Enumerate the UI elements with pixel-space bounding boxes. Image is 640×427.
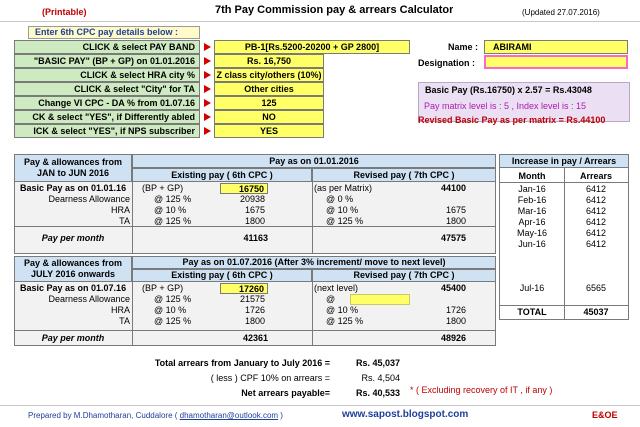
table1-rows	[14, 183, 496, 239]
table-row-label: Basic Pay as on 01.07.16	[20, 283, 127, 293]
arrears-total-value: 45037	[583, 307, 609, 317]
total-arrears-label: Total arrears from January to July 2016 =	[154, 358, 330, 368]
table-row-note: @ 125 %	[326, 216, 364, 226]
table-row-value: 45400	[440, 283, 466, 293]
cpf-value: Rs. 4,504	[361, 373, 400, 383]
basic-multiplied-text: Basic Pay (Rs.16750) x 2.57 = Rs.43048	[425, 85, 592, 95]
table-row-value: 1675	[244, 205, 265, 215]
table-row-value: 17260	[220, 283, 268, 294]
table-row-note: @ 125 %	[154, 194, 192, 204]
table2-total-revised: 48926	[440, 333, 466, 343]
table-row-label: Basic Pay as on 01.01.16	[20, 183, 127, 193]
table-row-note: (BP + GP)	[142, 283, 184, 293]
table2-left-header-text: Pay & allowances from JULY 2016 onwards	[23, 258, 123, 279]
table1-col-existing-text: Existing pay ( 6th CPC )	[171, 170, 273, 180]
table1-total-existing: 41163	[243, 233, 268, 243]
arrears-row-amount: 6412	[585, 206, 607, 216]
table-row-note: @ 10 %	[326, 205, 359, 215]
arrears-total-label: TOTAL	[517, 307, 547, 317]
table1-total-revised: 47575	[440, 233, 466, 243]
arrears-row-month: Mar-16	[517, 206, 547, 216]
arrears-title-cell	[499, 154, 629, 168]
revised-da-input[interactable]	[350, 294, 410, 305]
page-title: 7th Pay Commission pay & arrears Calculator	[215, 5, 454, 16]
table1-col-existing	[132, 168, 312, 182]
table-row-value: 1800	[244, 216, 265, 226]
arrears-row-month: Feb-16	[517, 195, 547, 205]
table-row-label: TA	[119, 316, 130, 326]
table-row-value: 44100	[440, 183, 466, 193]
table1-col-revised-text: Revised pay ( 7th CPC )	[353, 170, 455, 180]
table2-total-divider	[14, 330, 496, 331]
table-row-note: @ 0 %	[326, 194, 354, 204]
arrears-row-amount: 6412	[585, 239, 607, 249]
table2-col-revised	[312, 269, 496, 282]
table1-col-divider	[312, 168, 313, 254]
footer-divider	[0, 405, 640, 406]
pay-band-label-cell	[14, 40, 200, 54]
arrears-row-month: Jul-16	[519, 283, 545, 293]
table2-rows	[14, 283, 496, 331]
table-row-label: Dearness Allowance	[48, 294, 130, 304]
da-value: 125	[261, 98, 277, 108]
ta-city-label: CLICK & select "City" for TA	[74, 84, 195, 94]
table1-span-header	[132, 154, 496, 168]
footer-email-link[interactable]: dhamotharan@outlook.com	[179, 411, 279, 420]
pay-band-label: CLICK & select PAY BAND	[82, 42, 195, 52]
arrears-row-month: Apr-16	[518, 217, 546, 227]
footer-credit	[28, 411, 283, 420]
table2-total-existing: 42361	[242, 333, 268, 343]
table2-col-divider	[132, 269, 133, 346]
footer-eoe: E&OE	[592, 410, 618, 420]
table-row-value: 1726	[445, 305, 466, 315]
table-row-note: (BP + GP)	[142, 183, 184, 193]
table1-col-divider	[132, 168, 133, 254]
da-arrow-icon	[204, 99, 211, 107]
matrix-level-text: Pay matrix level is : 5 , Index level is : 15	[424, 101, 587, 111]
disabled-arrow-icon	[204, 113, 211, 121]
arrears-row-amount: 6412	[585, 195, 607, 205]
hra-city-arrow-icon	[204, 71, 211, 79]
it-recovery-note: * ( Excluding recovery of IT , if any )	[410, 385, 553, 395]
ta-city-label-cell	[14, 82, 200, 96]
hra-city-label: CLICK & select HRA city %	[80, 70, 195, 80]
header-divider	[0, 21, 640, 22]
hra-city-select[interactable]	[214, 68, 324, 82]
designation-label: Designation :	[418, 58, 476, 68]
basic-pay-input[interactable]	[214, 54, 324, 68]
table-row-label: Dearness Allowance	[48, 194, 130, 204]
table-row-note: (next level)	[314, 283, 359, 293]
table1-total-divider	[14, 226, 496, 227]
table2-total-label: Pay per month	[41, 333, 105, 343]
pay-band-select[interactable]	[214, 40, 410, 54]
cpf-label: ( less ) CPF 10% on arrears =	[210, 373, 330, 383]
basic-pay-arrow-icon	[204, 57, 211, 65]
arrears-total-divider	[499, 305, 629, 306]
printable-label[interactable]: (Printable)	[42, 7, 87, 17]
basic-pay-label-cell	[14, 54, 200, 68]
table2-col-divider	[312, 269, 313, 346]
da-input[interactable]	[214, 96, 324, 110]
basic-pay-value: Rs. 16,750	[246, 56, 292, 66]
table-row-note: @ 125 %	[154, 316, 192, 326]
arrears-row-amount: 6565	[585, 283, 607, 293]
arrears-row-month: Jan-16	[518, 184, 546, 194]
table1-col-revised	[312, 168, 496, 182]
arrears-row-amount: 6412	[585, 184, 607, 194]
table-row-value: 1726	[244, 305, 265, 315]
table-row-note: @ 10 %	[154, 305, 187, 315]
arrears-row-month: May-16	[516, 228, 547, 238]
arrears-col-month: Month	[518, 171, 546, 181]
updated-date: (Updated 27.07.2016)	[522, 8, 600, 17]
hra-city-label-cell	[14, 68, 200, 82]
disabled-select[interactable]	[214, 110, 324, 124]
arrears-row-amount: 6412	[585, 217, 607, 227]
nps-label-cell	[14, 124, 200, 138]
name-value: ABIRAMI	[493, 42, 532, 52]
table-row-note: @ 10 %	[326, 305, 359, 315]
table-row-label: HRA	[110, 305, 130, 315]
net-arrears-label: Net arrears payable=	[241, 388, 330, 398]
table2-col-revised-text: Revised pay ( 7th CPC )	[353, 270, 455, 280]
disabled-label-cell	[14, 110, 200, 124]
designation-input[interactable]	[484, 55, 628, 69]
arrears-title: Increase in pay / Arrears	[511, 156, 617, 166]
table1-left-header	[14, 154, 132, 182]
table-row-label: HRA	[110, 205, 130, 215]
table1-total-label: Pay per month	[41, 233, 105, 243]
net-arrears-value: Rs. 40,533	[355, 388, 400, 398]
arrears-col-amount: Arrears	[579, 171, 613, 181]
da-label: Change VI CPC - DA % from 01.07.16	[38, 98, 195, 108]
nps-arrow-icon	[204, 127, 211, 135]
input-heading: Enter 6th CPC pay details below :	[35, 27, 179, 37]
table1-span-header-text: Pay as on 01.01.2016	[269, 156, 359, 166]
input-rows	[0, 40, 420, 140]
table2-span-header	[132, 256, 496, 269]
nps-value: YES	[259, 126, 278, 136]
arrears-row-month: Jun-16	[518, 239, 546, 249]
pay-band-arrow-icon	[204, 43, 211, 51]
table-row-value: 21575	[239, 294, 265, 304]
ta-city-select[interactable]	[214, 82, 324, 96]
table-row-value: 1675	[445, 205, 466, 215]
nps-label: ICK & select "YES", if NPS subscriber	[33, 126, 195, 136]
disabled-value: NO	[262, 112, 276, 122]
table-row-value: 20938	[239, 194, 265, 204]
table1-left-header-text: Pay & allowances from JAN to JUN 2016	[23, 157, 123, 178]
table-row-note: (as per Matrix)	[314, 183, 373, 193]
ta-city-value: Other cities	[244, 84, 294, 94]
table-row-value: 1800	[445, 216, 466, 226]
disabled-label: CK & select "YES", if Differently abled	[32, 112, 195, 122]
input-heading-box	[28, 26, 200, 39]
nps-select[interactable]	[214, 124, 324, 138]
table2-span-header-text: Pay as on 01.07.2016 (After 3% increment/ move to next level)	[182, 257, 446, 267]
arrears-row-amount: 6412	[585, 228, 607, 238]
table2-col-existing-text: Existing pay ( 6th CPC )	[171, 270, 273, 280]
table2-col-existing	[132, 269, 312, 282]
footer-prepared: Prepared by M.Dhamotharan, Cuddalore (	[28, 411, 178, 420]
table2-left-header	[14, 256, 132, 282]
table-row-note: @ 125 %	[326, 316, 364, 326]
table-row-value: 1800	[244, 316, 265, 326]
table-row-note: @ 125 %	[154, 216, 192, 226]
footer-site-link[interactable]: www.sapost.blogspot.com	[342, 409, 469, 420]
name-input[interactable]	[484, 40, 628, 54]
table-row-value: 16750	[220, 183, 268, 194]
da-label-cell	[14, 96, 200, 110]
total-arrears-value: Rs. 45,037	[355, 358, 400, 368]
footer-close-paren: )	[280, 411, 283, 420]
table-row-note: @	[326, 294, 336, 304]
revised-basic-text: Revised Basic Pay as per matrix = Rs.44100	[418, 115, 606, 125]
ta-city-arrow-icon	[204, 85, 211, 93]
table-row-note: @ 10 %	[154, 205, 187, 215]
hra-city-value: Z class city/others (10%)	[216, 70, 322, 80]
name-label: Name :	[448, 42, 479, 52]
pay-band-value: PB-1[Rs.5200-20200 + GP 2800]	[244, 42, 380, 52]
table-row-value: 1800	[445, 316, 466, 326]
table-row-label: TA	[119, 216, 130, 226]
table-row-note: @ 125 %	[154, 294, 192, 304]
basic-pay-label: "BASIC PAY" (BP + GP) on 01.01.2016	[33, 56, 195, 66]
